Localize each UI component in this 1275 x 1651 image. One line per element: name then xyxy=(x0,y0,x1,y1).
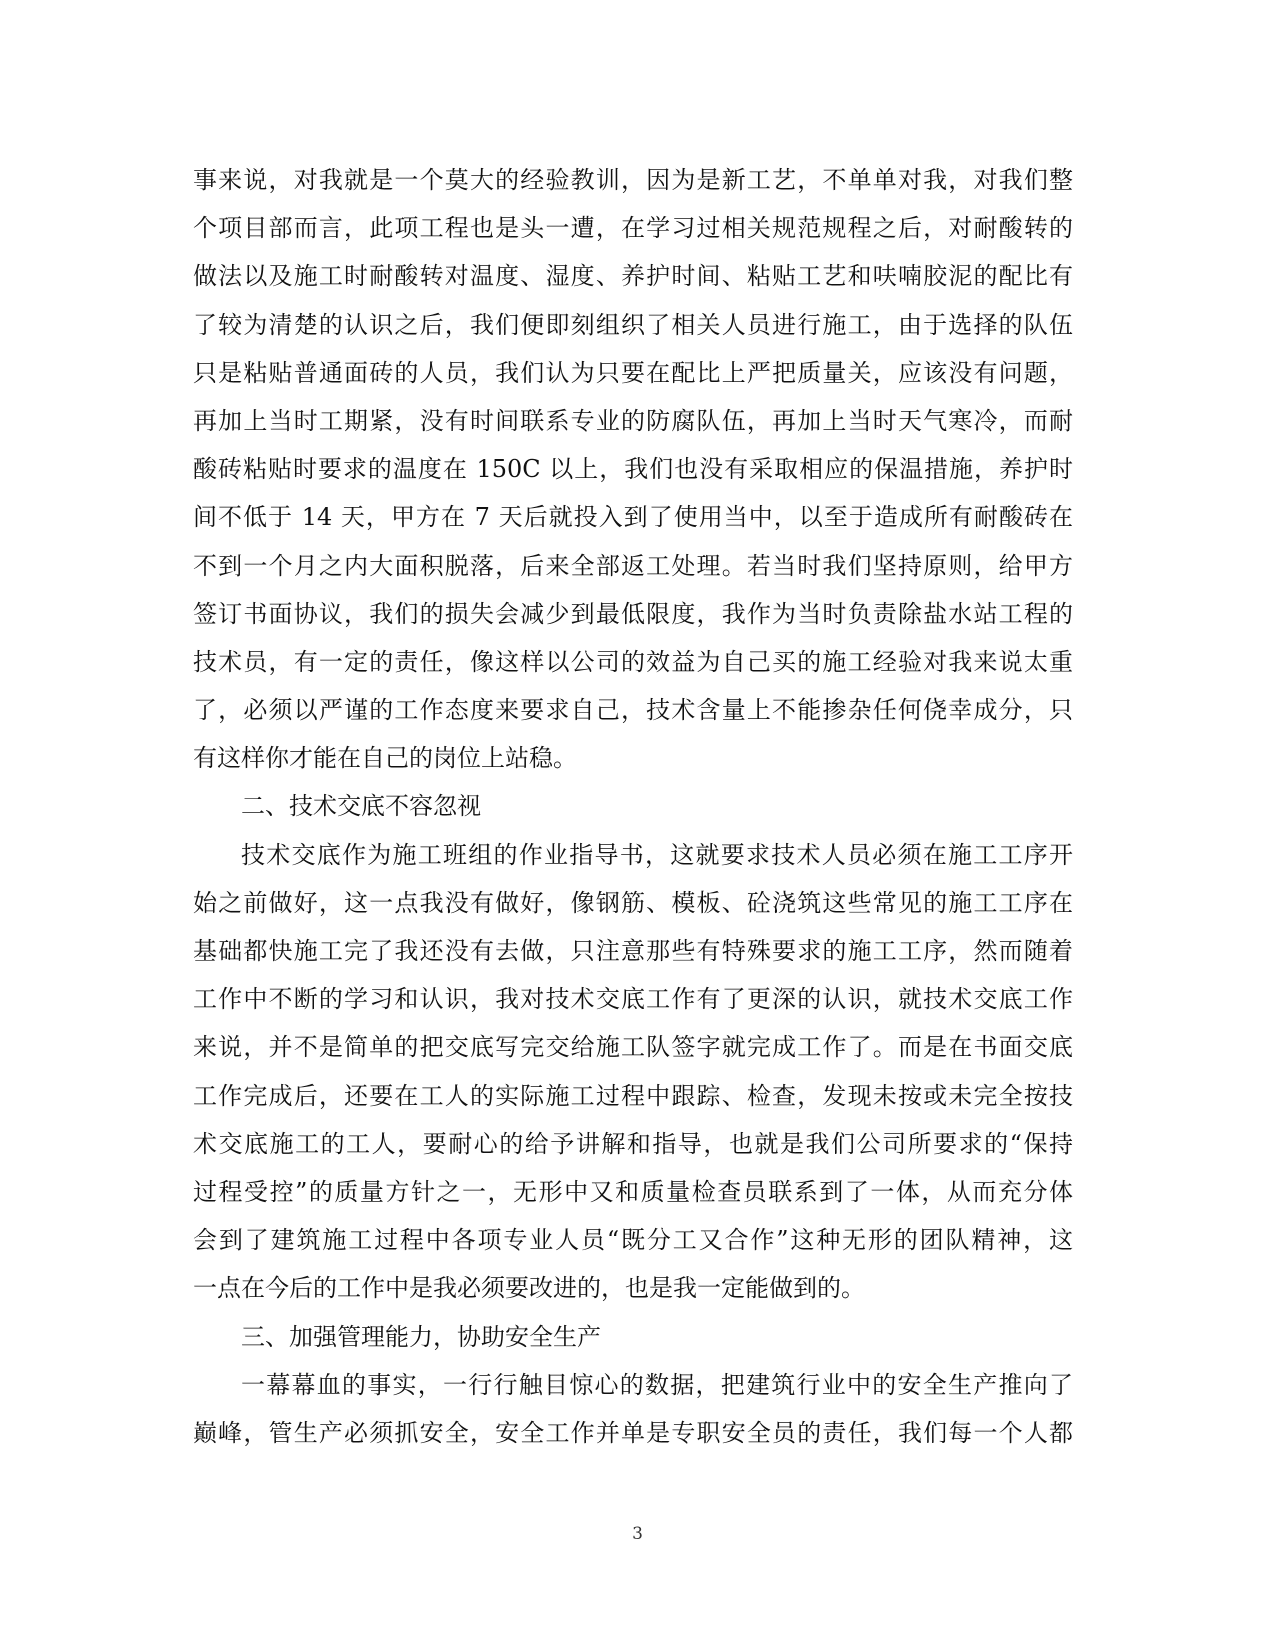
text-line: 始之前做好，这一点我没有做好，像钢筋、模板、砼浇筑这些常见的施工工序在 xyxy=(193,888,1073,917)
text-line: 来说，并不是简单的把交底写完交给施工队签字就完成工作了。而是在书面交底 xyxy=(193,1033,1073,1062)
text-line: 再加上当时工期紧，没有时间联系专业的防腐队伍，再加上当时天气寒冷，而耐 xyxy=(193,406,1073,435)
text-line: 技术交底作为施工班组的作业指导书，这就要求技术人员必须在施工工序开 xyxy=(241,840,1073,869)
text-line: 间不低于 14 天，甲方在 7 天后就投入到了使用当中，以至于造成所有耐酸砖在 xyxy=(193,503,1073,532)
text-line: 一幕幕血的事实，一行行触目惊心的数据，把建筑行业中的安全生产推向了 xyxy=(241,1370,1073,1399)
text-line: 做法以及施工时耐酸转对温度、湿度、养护时间、粘贴工艺和呋喃胶泥的配比有 xyxy=(193,262,1073,291)
text-line: 会到了建筑施工过程中各项专业人员“既分工又合作”这种无形的团队精神，这 xyxy=(193,1226,1073,1255)
section-heading: 二、技术交底不容忽视 xyxy=(241,792,481,821)
text-line: 只是粘贴普通面砖的人员，我们认为只要在配比上严把质量关，应该没有问题， xyxy=(193,358,1073,387)
page-number: 3 xyxy=(632,1524,643,1544)
body-text xyxy=(193,156,1073,1457)
text-line: 了，必须以严谨的工作态度来要求自己，技术含量上不能掺杂任何侥幸成分，只 xyxy=(193,696,1073,725)
text-line: 技术员，有一定的责任，像这样以公司的效益为自己买的施工经验对我来说太重 xyxy=(193,647,1073,676)
text-line: 工作中不断的学习和认识，我对技术交底工作有了更深的认识，就技术交底工作 xyxy=(193,985,1073,1014)
text-line: 签订书面协议，我们的损失会减少到最低限度，我作为当时负责除盐水站工程的 xyxy=(193,599,1073,628)
text-line: 事来说，对我就是一个莫大的经验教训，因为是新工艺，不单单对我，对我们整 xyxy=(193,166,1073,194)
text-line: 基础都快施工完了我还没有去做，只注意那些有特殊要求的施工工序，然而随着 xyxy=(193,937,1073,965)
text-line: 了较为清楚的认识之后，我们便即刻组织了相关人员进行施工，由于选择的队伍 xyxy=(193,310,1073,339)
text-line: 巅峰，管生产必须抓安全，安全工作并单是专职安全员的责任，我们每一个人都 xyxy=(193,1418,1073,1447)
text-line: 过程受控”的质量方针之一，无形中又和质量检查员联系到了一体，从而充分体 xyxy=(193,1177,1073,1206)
section-heading: 三、加强管理能力，协助安全生产 xyxy=(241,1322,601,1351)
text-line: 酸砖粘贴时要求的温度在 150C 以上，我们也没有采取相应的保温措施，养护时 xyxy=(193,455,1073,484)
text-line: 一点在今后的工作中是我必须要改进的，也是我一定能做到的。 xyxy=(193,1274,865,1303)
text-line: 工作完成后，还要在工人的实际施工过程中跟踪、检查，发现未按或未完全按技 xyxy=(193,1081,1073,1110)
text-line: 不到一个月之内大面积脱落，后来全部返工处理。若当时我们坚持原则，给甲方 xyxy=(193,551,1073,580)
text-line: 术交底施工的工人，要耐心的给予讲解和指导，也就是我们公司所要求的“保持 xyxy=(193,1129,1073,1158)
text-line: 有这样你才能在自己的岗位上站稳。 xyxy=(193,744,577,773)
text-line: 个项目部而言，此项工程也是头一遭，在学习过相关规范规程之后，对耐酸转的 xyxy=(193,214,1073,243)
